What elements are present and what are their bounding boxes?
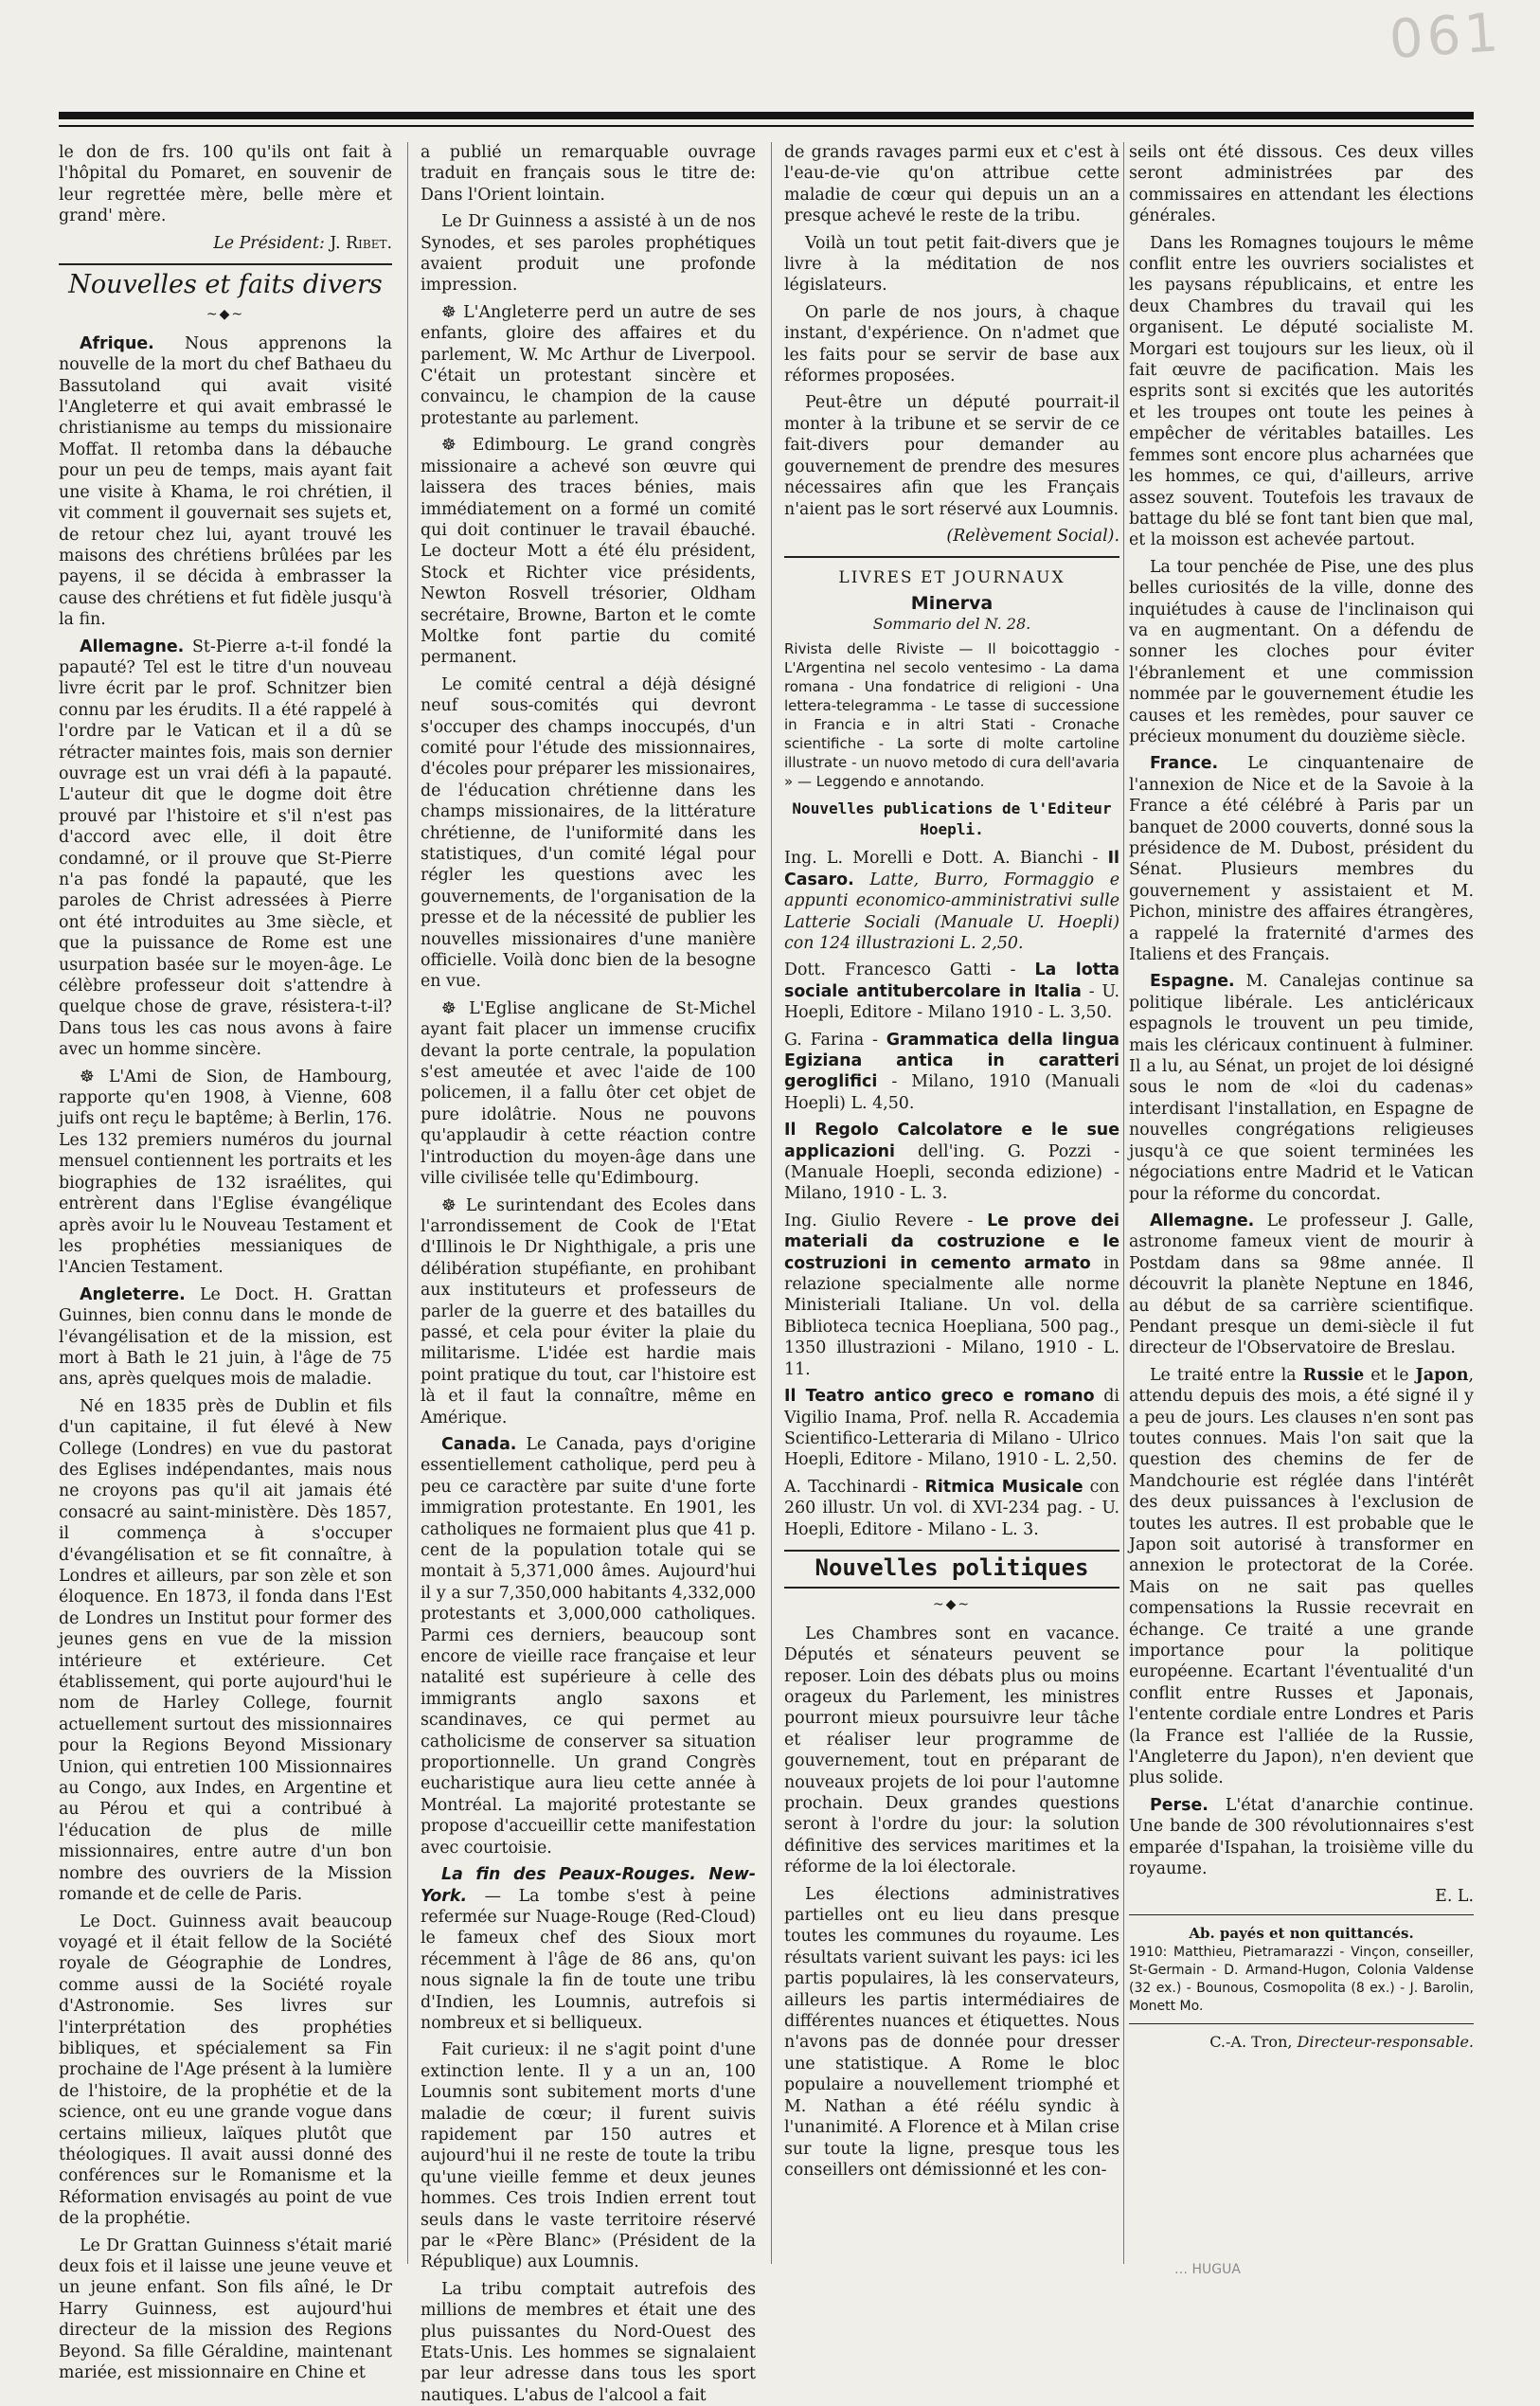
news-item: La fin des Peaux-Rouges. New-York. — La tombe s'est à peine refermée sur Nuage-Rouge (Red-Cloud) le fameux chef des Sioux mort récemment à l'âge de 86 ans, qu'on nous signale la fin de toute une tribu d'Indien, les Loumnis, autrefois si nombreux et si belliqueux. [421,1865,757,2033]
paragraph: Le Dr Grattan Guinness s'était marié deux fois et il laisse une jeune veuve et un jeune enfant. Son fils aîné, le Dr Harry Guinness, est aujourd'hui directeur de la mission des Regions Beyond. Sa fille Géraldine, maintenant mariée, est missionnaire en Chine et [59,2235,392,2383]
paragraph: Fait curieux: il ne s'agit point d'une extinction lente. Il y a un an, 100 Loumnis sont subitement morts d'une maladie de cœur; il furent suivis rapidement par 150 autres et aujourd'hui il ne reste de toute la tribu qu'une vieille femme et deux jeunes hommes. Ces trois Indien errent tout seuls dans le vaste territoire réservé par le «Père Blanc» (Président de la République) aux Loumnis. [421,2040,756,2272]
news-item: Canada. Le Canada, pays d'origine essentiellement catholique, perd peu à peu ce caractère par suite d'une forte immigration protestante. En 1901, les catholiques ne formaient plus que 41 p. cent de la population totale qui se montait à 5,371,000 âmes. Aujourd'hui il y a sur 7,350,000 habitants 4,332,000 protestants et 3,000,000 catholiques. Parmi ces derniers, beaucoup sont encore de vieille race française et leur natalité est supérieure à celle des immigrants anglo saxons et scandinaves, ce qui permet au catholicisme de conserver sa situation proportionnelle. Un grand Congrès eucharistique aura lieu cette année à Montréal. La majorité protestante se propose d'accueillir cette manifestation avec courtoisie. [421,1434,757,1858]
divider [1129,2023,1474,2024]
signature: E. L. [1435,1886,1474,1906]
paragraph: Voilà un tout petit fait-divers que je livre à la méditation de nos législateurs. [784,233,1119,296]
paragraph: de grands ravages parmi eux et c'est à l'eau-de-vie qu'on attribue cette maladie de cœur qui depuis un an a presque achevé le reste de la tribu. [784,143,1119,226]
column-4 [1129,142,1474,2264]
column-separator [407,142,408,2264]
column-separator [771,142,772,2264]
column-1 [59,142,393,2383]
column-separator [1123,142,1124,2264]
paragraph: Dans les Romagnes toujours le même conflit entre les ouvriers socialistes et les paysans républicains, et entre les deux Chambres du travail qui les organisent. Le député socialiste M. Morgari est toujours sur les lieux, où il fait œuvre de pacification. Mais les esprits sont si excités que les autorités et les troupes ont toute les peines à empêcher de véritables batailles. Les femmes sont encore plus acharnées que les hommes, ce qui, d'ailleurs, arrive assez souvent. Toutefois les travaux de battage du blé se font tant bien que mal, et la moisson est achevée partout. [1129,233,1474,550]
book-entry: A. Tacchinardi - Ritmica Musicale con 260 illustr. Un vol. di XVI-234 pag. - U. Hoepli, Editore - Milano - L. 3. [784,1477,1119,1539]
paragraph: a publié un remarquable ouvrage traduit en français sous le titre de: Dans l'Orient lointain. [421,143,756,205]
top-rule-thin [59,125,1474,127]
paragraph: On parle de nos jours, à chaque instant, d'expérience. On n'admet que les faits pour se servir de base aux réformes proposées. [784,302,1119,386]
paragraph: La tour penchée de Pise, une des plus belles curiosités de la ville, donne des inquiétudes à cause de l'inclinaison qui va en augmentant. On a défendu de sonner les cloches pour éviter l'ébranlement et une commission nommée par le gouvernement étudie les causes et les remèdes, pour sauver ce précieux monument du douzième siècle. [1129,557,1474,746]
review-subtitle: Sommario del N. 28. [872,615,1031,634]
books-heading: LIVRES ET JOURNAUX [838,568,1065,588]
archive-stamp: … HUGUA [1174,2262,1241,2277]
book-entry: Il Regolo Calcolatore e le sue applicazioni dell'ing. G. Pozzi - (Manuale Hoepli, seconda edizione) - Milano, 1910 - L. 3. [784,1121,1119,1204]
divider [784,556,1119,558]
news-item: ☸ L'Eglise anglicane de St-Michel ayant fait placer un immense crucifix devant la porte centrale, la population s'est ameutée et avec l'aide de 100 policemen, il a fallu ôter cet objet de pure idolâtrie. Nous ne pouvons qu'applaudir à cette réaction contre l'introduction du moyen-âge dans une ville civilisée telle qu'Edimbourg. [421,998,756,1189]
section-heading: Nouvelles et faits divers [68,270,383,300]
news-item: France. Le cinquantenaire de l'annexion de Nice et de la Savoie à la France a été célébré à Paris par un banquet de 2000 couverts, donné sous la présidence de M. Dubost, président du Sénat. Plusieurs membres du gouvernement y assistaient et M. Pichon, ministre des affaires étrangères, a rappelé la fraternité d'armes des Italiens et des Français. [1129,754,1474,965]
paragraph: Peut-être un député pourrait-il monter à la tribune et se servir de ce fait-divers pour demander au gouvernement de prendre des mesures nécessaires afin que les Français n'aient pas le sort réservé aux Loumnis. [784,393,1119,519]
divider [59,263,392,265]
news-item: Perse. L'état d'anarchie continue. Une bande de 300 révolutionnaires s'est emparée d'Ispahan, la troisième ville du royaume. [1129,1795,1474,1879]
ornament: ~◆~ [206,307,245,323]
column-2 [421,142,757,2405]
top-rule [59,112,1474,119]
news-item: Allemagne. Le professeur J. Galle, astronome fameux vient de mourir à Postdam dans sa 98me année. Il découvrit la planète Neptune en 1846, au début de sa carrière scientifique. Pendant presque un demi-siècle il fut directeur de l'Observatoire de Breslau. [1129,1211,1474,1358]
news-item: ☸ Le surintendant des Ecoles dans l'arrondissement de Cook de l'Etat d'Illinois le Dr Nighthigale, a pris une délibération stupéfiante, en prohibant aux instituteurs et professeurs de parler de la guerre et des batailles du passé, et cela pour éviter la plaie du militarisme. L'idée est hardie mais point pratique du tout, car l'histoire est là et il faut la connaître, même en Amérique. [421,1195,756,1427]
news-item: Allemagne. St-Pierre a-t-il fondé la papauté? Tel est le titre d'un nouveau livre écrit par le prof. Schnitzer bien connu par les érudits. Il a été rappelé à l'ordre par le Vatican et il a dû se rétracter maintes fois, mais son dernier ouvrage est un vrai défi à la papauté. L'auteur dit que le dogme doit être prouvé par l'histoire et s'il n'est pas d'accord avec elle, il doit être condamné, or il prouve que St-Pierre n'a pas fondé la papauté, que les paroles de Christ adressées à Pierre ont été introduites au 3me siècle, et que la puissance de Rome est une usurpation basée sur le moyen-âge. Le célèbre professeur doit s'attendre à quelque chose de grave, résistera-t-il? Dans tous les cas nous avons à faire avec un homme sincère. [59,637,393,1060]
paragraph: La tribu comptait autrefois des millions de membres et était une des plus puissantes du Nord-Ouest des Etats-Unis. Les hommes se signalaient par leur adresse dans tous les sport nautiques. L'abus de l'alcool a fait [421,2279,756,2405]
source-credit: (Relèvement Social). [946,526,1119,546]
paragraph: Le Dr Guinness a assisté à un de nos Synodes, et ses paroles prophétiques avaient produit une profonde impression. [421,212,756,296]
paragraph: Le traité entre la Russie et le Japon, attendu depuis des mois, a été signé il y a peu de jours. Les clauses n'en sont pas toutes connues. Mais l'on sait que la question des chemins de fer de Mandchourie est réglée dans l'intérêt des deux puissances à l'exclusion de toutes les autres. Il est probable que le Japon soit autorisé à transformer en annexion le protectorat de la Corée. Mais on ne sait pas quelles compensations la Russie recevrait en échange. Ce traité a une grande importance pour la politique européenne. Ecartant l'éventualité d'un conflit entre Russes et Japonais, l'entente cordiale entre Londres et Paris (la France est l'alliée de la Russie, l'Angleterre du Japon), n'en devient que plus solide. [1129,1365,1475,1788]
news-item: Angleterre. Le Doct. H. Grattan Guinnes, bien connu dans le monde de l'évangélisation et de la mission, est mort à Bath le 21 juin, à l'âge de 75 ans, après quelques mois de maladie. [59,1284,392,1390]
subscriptions-list: 1910: Matthieu, Pietramarazzi - Vinçon, conseiller, St-Germain - D. Armand-Hugon, Colonia Valdense (32 ex.) - Bounous, Cosmopolita (8 ex.) - J. Barolin, Monett Mo. [1129,1945,1474,2015]
paragraph: Le Doct. Guinness avait beaucoup voyagé et il était fellow de la Société royale de Géographie de Londres, comme aussi de la Société royale d'Astronomie. Ses livres sur l'interprétation des prophéties bibliques, et spécialement sa Fin prochaine de l'Age présent à la lumière de l'histoire, de la prophétie et de la science, ont eu une grande vogue dans certains milieux, laïques plutôt que théologiques. Il avait aussi donné des conférences sur le Romanisme et la Réformation envisagés au point de vue de la prophétie. [59,1912,392,2229]
news-item: ☸ Edimbourg. Le grand congrès missionaire a achevé son œuvre qui laissera des traces bénies, mais immédiatement on a formé un comité qui doit continuer le travail ébauché. Le docteur Mott a été élu président, Stock et Richter vice présidents, Newton Rosvell trésorier, Oldham secrétaire, Browne, Barton et le comte Moltke font partie du comité permanent. [421,436,756,668]
book-entry: Il Teatro antico greco e romano di Vigilio Inama, Prof. nella R. Accademia Scientifico-Letteraria di Milano - Ulrico Hoepli, Editore - Milano, 1910 - L. 2,50. [784,1387,1119,1470]
book-entry: Ing. Giulio Revere - Le prove dei materiali da costruzione e le costruzioni in cemento armato in relazione specialmente alle norme Ministeriali Italiane. Un vol. della Biblioteca tecnica Hoepliana, 500 pag., 1350 illustrazioni - Milano, 1910 - L. 11. [784,1211,1120,1379]
book-entry: Ing. L. Morelli e Dott. A. Bianchi - Il Casaro. Latte, Burro, Formaggio e appunti economico-amministrativi sulle Latterie Sociali (Manuale U. Hoepli) con 124 illustrazioni L. 2,50. [784,849,1119,953]
paragraph: Né en 1835 près de Dublin et fils d'un capitaine, il fut élevé à New College (Londres) en vue du pastorat des Eglises indépendantes, mais nous ne croyons pas qu'il ait jamais été consacré au saint-ministère. Dès 1857, il commença à s'occuper d'évangélisation et se fit connaître, à Londres et ailleurs, par son zèle et son éloquence. En 1873, il fonda dans l'Est de Londres un Institut pour former des jeunes gens en vue de la mission intérieure et extérieure. Cet établissement, qui porte aujourd'hui le nom de Harley College, fournit actuellement surtout des missionnaires pour la Regions Beyond Missionary Union, qui entretien 100 Missionnaires au Congo, aux Indes, en Argentine et au Pérou et qui a contribué à l'éducation de plus de mille missionnaires, entre autre d'un bon nombre des ouvriers de la Mission romande et de celle de Paris. [59,1396,392,1905]
subscriptions-heading: Ab. payés et non quittancés. [1189,1924,1414,1942]
signature: Le Président: J. Ribet. [213,233,392,253]
book-entry: Dott. Francesco Gatti - La lotta sociale antitubercolare in Italia - U. Hoepli, Editore - Milano 1910 - L. 3,50. [784,961,1119,1023]
news-item: ☸ L'Ami de Sion, de Hambourg, rapporte qu'en 1908, à Vienne, 608 juifs ont reçu le baptême; à Berlin, 176. Les 132 premiers numéros du journal mensuel contiennent les portraits et les biographies de 132 israélites, qui entrèrent dans l'Eglise évangélique après avoir lu le Nouveau Testament et les prophéties messianiques de l'Ancien Testament. [59,1067,392,1278]
news-item: Espagne. M. Canalejas continue sa politique libérale. Les anticléricaux espagnols le trouvent un peu timide, mais les cléricaux continuent à fulminer. Il a lu, au Sénat, un projet de loi désigné sous le nom de «loi du cadenas» interdisant l'installation, en Espagne de nouvelles congrégations religieuses jusqu'à ce que soient terminées les négociations entre Madrid et le Vatican pour la réforme du concordat. [1129,972,1474,1204]
review-title: Minerva [910,592,994,614]
news-item: ☸ L'Angleterre perd un autre de ses enfants, gloire des affaires et du parlement, W. Mc Arthur de Liverpool. C'était un protestant sincère et convaincu, le champion de la cause protestante au parlement. [421,302,756,428]
divider [1129,1914,1474,1915]
review-summary: Rivista delle Riviste — Il boicottaggio - L'Argentina nel secolo ventesimo - La dama romana - Una fondatrice di religioni - Una lettera-telegramma - Le tasse di successione in Francia e in altri Stati - Cronache scientifiche - La sorte di molte cartoline illustrate - un nuovo metodo di cura dell'avaria » — Leggendo e annotando. [784,639,1119,790]
paragraph: le don de frs. 100 qu'ils ont fait à l'hôpital du Pomaret, en souvenir de leur regrettée mère, belle mère et grand' mère. [59,143,392,226]
archive-number: 061 [1387,1,1505,72]
book-entry: G. Farina - Grammatica della lingua Egiziana antica in caratteri geroglifici - Milano, 1910 (Manuali Hoepli) L. 4,50. [784,1030,1120,1113]
ornament: ~◆~ [932,1597,972,1613]
paragraph: seils ont été dissous. Ces deux villes seront administrées par des commissaires en attendant les élections générales. [1129,143,1474,226]
paragraph: Les élections administratives partielles ont eu lieu dans presque toutes les communes du royaume. Les résultats varient suivant les pays: ici les partis populaires, là les conservateurs, ailleurs les partis intermédiaires de différentes nuances et étiquettes. Nous n'avons pas de donnée pour dresser une statistique. A Rome le bloc populaire a nouvellement triomphé et M. Nathan a été réélu syndic à l'unanimité. A Florence et à Milan crise sur toute la ligne, presque tous les conseillers ont démissionné et les con- [784,1884,1119,2180]
column-3 [784,142,1119,2264]
publisher-heading: Nouvelles publications de l'Editeur Hoepli. [792,799,1112,838]
paragraph: Les Chambres sont en vacance. Députés et sénateurs peuvent se reposer. Loin des débats plus ou moins orageux du Parlement, les ministres pourront mieux poursuivre leur tâche et réaliser leur programme de gouvernement, tout en préparant de nouveaux projets de loi pour l'automne prochain. Deux grandes questions seront à l'ordre du jour: la solution définitive des services maritimes et la réforme de la loi électorale. [784,1624,1119,1877]
news-item: Afrique. Nous apprenons la nouvelle de la mort du chef Bathaeu du Bassutoland qui avait visité l'Angleterre et qui avait embrassé le christianisme au temps du missionaire Moffat. Il retomba dans la débauche pour un peu de temps, mais ayant fait une visite à Khama, le roi chrétien, il vit comment il gouvernait ses sujets et, de retour chez lui, ayant trouvé les maisons des chrétiens brûlées par les payens, il se décida à embrasser la cause des chrétiens et fut fidèle jusqu'à la fin. [59,333,392,630]
paragraph: Le comité central a déjà désigné neuf sous-comités qui devront s'occuper des champs inoccupés, d'un comité pour l'étude des missionnaires, d'écoles pour préparer les missionaires, de l'éducation chrétienne dans les champs missionaires, de la littérature chrétienne, de l'uniformité dans les statistiques, d'un comité légal pour régler les questions avec les gouvernements, de l'organisation de la presse et de la nécessité de publier les nouvelles missionaires d'une manière officielle. Voilà donc bien de la besogne en vue. [421,674,756,992]
editor-credit: C.-A. Tron, Directeur-responsable. [1209,2033,1474,2052]
section-heading: Nouvelles politiques [784,1550,1119,1589]
